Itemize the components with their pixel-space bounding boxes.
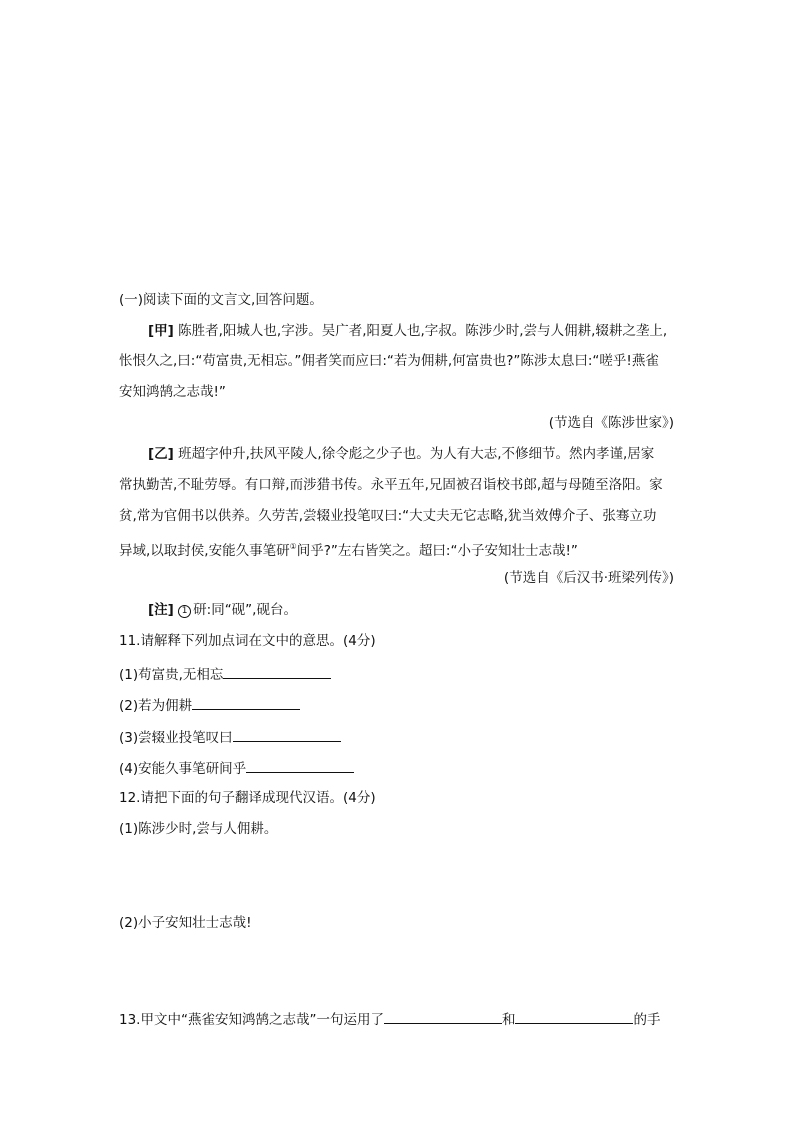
passage-a-line-2: 怅恨久之,曰:“苟富贵,无相忘。”佣者笑而应曰:“若为佣耕,何富贵也?”陈涉太息曰:“嗟乎!燕雀 bbox=[119, 353, 659, 369]
q12-item-1: (1)陈涉少时,尝与人佣耕。 bbox=[119, 821, 278, 837]
q11-item-3 bbox=[119, 727, 341, 747]
q13-middle: 和 bbox=[501, 1012, 516, 1028]
passage-b-line-1 bbox=[148, 445, 654, 463]
passage-a-line-1 bbox=[148, 322, 667, 340]
q13-prefix: 13.甲文中“燕雀安知鸿鹄之志哉”一句运用了 bbox=[119, 1012, 384, 1028]
note-line bbox=[148, 601, 297, 619]
q12-item-2: (2)小子安知壮士志哉! bbox=[119, 915, 252, 931]
q13-suffix: 的手 bbox=[633, 1012, 661, 1028]
circled-number-icon: 1 bbox=[178, 605, 191, 618]
q12-title: 12.请把下面的句子翻译成现代汉语。(4分) bbox=[119, 790, 376, 806]
q11-answer-4-blank[interactable] bbox=[246, 758, 354, 773]
passage-a-source: (节选自《陈涉世家》) bbox=[548, 415, 674, 431]
passage-b-source: (节选自《后汉书·班梁列传》) bbox=[503, 570, 674, 586]
footnote-marker: ① bbox=[289, 542, 297, 551]
q11-answer-2-blank[interactable] bbox=[192, 695, 300, 710]
q11-item-1-text: (1)苟富贵,无相忘 bbox=[119, 667, 224, 683]
q11-answer-1-blank[interactable] bbox=[223, 664, 331, 679]
passage-b-text-4b: 间乎?”左右皆笑之。超曰:“小子安知壮士志哉!” bbox=[296, 543, 578, 559]
q11-title: 11.请解释下列加点词在文中的意思。(4分) bbox=[119, 633, 376, 649]
q13-line bbox=[119, 1009, 660, 1029]
q11-item-2-text: (2)若为佣耕 bbox=[119, 698, 193, 714]
passage-b-line-3: 贫,常为官佣书以供养。久劳苦,尝辍业投笔叹曰:“大丈夫无它志略,犹当效傅介子、张骞立功 bbox=[119, 508, 657, 524]
q11-item-1 bbox=[119, 664, 331, 684]
q13-answer-2-blank[interactable] bbox=[515, 1009, 633, 1024]
passage-b-text-4a: 异域,以取封侯,安能久事笔研 bbox=[119, 543, 290, 559]
q13-answer-1-blank[interactable] bbox=[384, 1009, 502, 1024]
passage-a-text-1: 陈胜者,阳城人也,字涉。吴广者,阳夏人也,字叔。陈涉少时,尝与人佣耕,辍耕之垄上, bbox=[178, 323, 668, 339]
q11-item-4-text: (4)安能久事笔研间乎 bbox=[119, 761, 247, 777]
passage-a-tag: [甲] bbox=[148, 323, 174, 339]
q11-item-2 bbox=[119, 695, 300, 715]
passage-b-line-4 bbox=[119, 538, 578, 560]
note-text: 研:同“砚”,砚台。 bbox=[193, 602, 297, 618]
section-title: (一)阅读下面的文言文,回答问题。 bbox=[119, 292, 323, 308]
passage-b-tag: [乙] bbox=[148, 446, 174, 462]
passage-b-text-1: 班超字仲升,扶风平陵人,徐令彪之少子也。为人有大志,不修细节。然内孝谨,居家 bbox=[178, 446, 655, 462]
note-tag: [注] bbox=[148, 602, 174, 618]
q11-item-4 bbox=[119, 758, 354, 778]
passage-a-line-3: 安知鸿鹄之志哉!” bbox=[119, 384, 226, 400]
q11-item-3-text: (3)尝辍业投笔叹曰 bbox=[119, 730, 233, 746]
q11-answer-3-blank[interactable] bbox=[233, 727, 341, 742]
passage-b-line-2: 常执勤苦,不耻劳辱。有口辩,而涉猎书传。永平五年,兄固被召诣校书郎,超与母随至洛阳。家 bbox=[119, 477, 663, 493]
